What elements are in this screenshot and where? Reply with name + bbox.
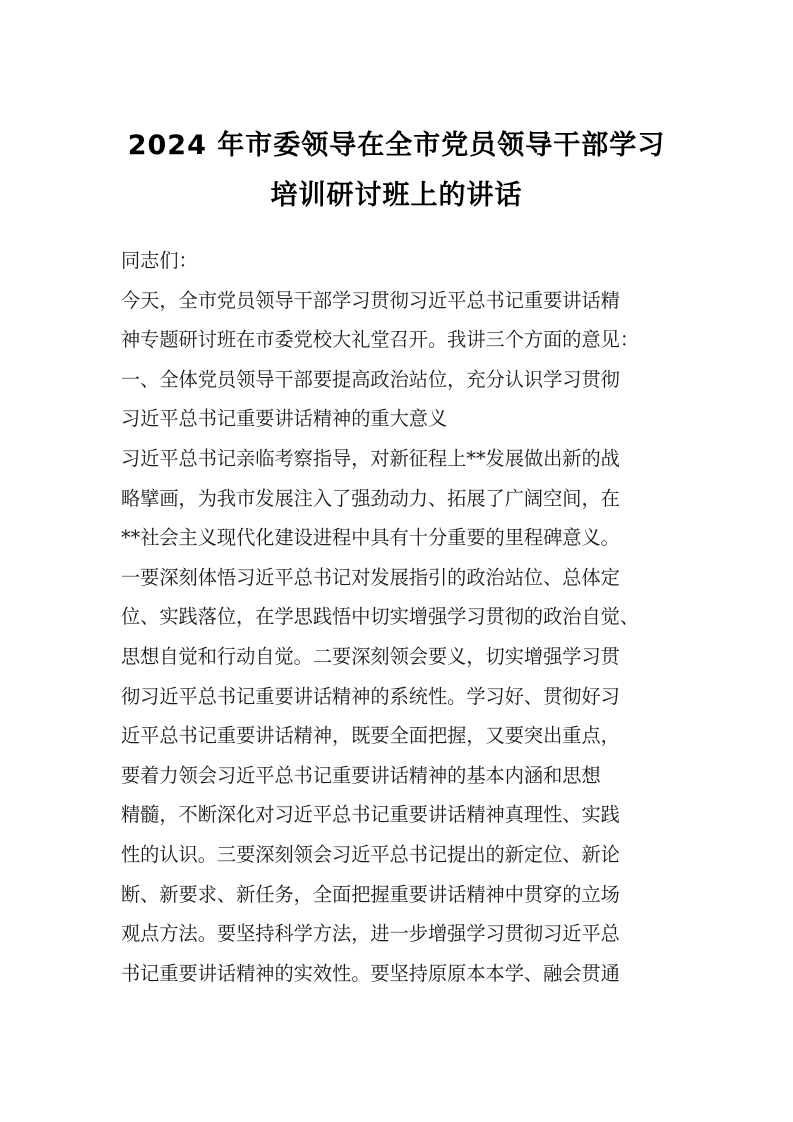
body-line-text: 思想自觉和行动自觉。二要深刻领会要义，切实增强学习贯 <box>121 644 620 668</box>
body-line <box>121 803 681 843</box>
body-line-text: 彻习近平总书记重要讲话精神的系统性。学习好、贯彻好习 <box>121 684 620 708</box>
body-line <box>121 645 681 685</box>
body-line-text: 位、实践落位，在学思践悟中切实增强学习贯彻的政治自觉、 <box>121 605 640 629</box>
body-line <box>121 724 681 764</box>
body-line <box>121 962 681 1002</box>
body-line-text: 神专题研讨班在市委党校大礼堂召开。我讲三个方面的意见： <box>121 328 640 352</box>
body-line <box>121 764 681 804</box>
body-line <box>121 685 681 725</box>
body-line-text: 性的认识。三要深刻领会习近平总书记提出的新定位、新论 <box>121 842 620 866</box>
body-line <box>121 328 681 368</box>
body-line-text: 今天，全市党员领导干部学习贯彻习近平总书记重要讲话精 <box>121 288 620 312</box>
document-title-line-2: 培训研讨班上的讲话 <box>270 180 523 211</box>
body-line <box>121 922 681 962</box>
body-line <box>121 368 681 408</box>
body-line-text: 断、新要求、新任务，全面把握重要讲话精神中贯穿的立场 <box>121 882 620 906</box>
body-line-text: 近平总书记重要讲话精神，既要全面把握，又要突出重点， <box>121 724 620 748</box>
body-line <box>121 487 681 527</box>
body-line <box>121 447 681 487</box>
body-line-text: 一要深刻体悟习近平总书记对发展指引的政治站位、总体定 <box>121 565 620 589</box>
body-line-text: 书记重要讲话精神的实效性。要坚持原原本本学、融会贯通 <box>121 961 620 985</box>
body-line-text: 一、全体党员领导干部要提高政治站位，充分认识学习贯彻 <box>121 367 620 391</box>
body-line <box>121 566 681 606</box>
body-line-text: 略擘画，为我市发展注入了强劲动力、拓展了广阔空间，在 <box>121 486 620 510</box>
body-line-text: 习近平总书记重要讲话精神的重大意义 <box>121 407 448 431</box>
body-line <box>121 249 681 289</box>
document-body <box>121 249 681 1001</box>
body-line-text: 习近平总书记亲临考察指导，对新征程上**发展做出新的战 <box>121 446 620 470</box>
body-line <box>121 843 681 883</box>
body-line-text: 精髓，不断深化对习近平总书记重要讲话精神真理性、实践 <box>121 803 620 827</box>
body-line <box>121 289 681 329</box>
body-line <box>121 605 681 645</box>
body-line-text: **社会主义现代化建设进程中具有十分重要的里程碑意义。 <box>121 526 620 550</box>
body-line-text: 要着力领会习近平总书记重要讲话精神的基本内涵和思想 <box>121 763 601 787</box>
body-line <box>121 526 681 566</box>
document-title-line-1: 2024 年市委领导在全市党员领导干部学习 <box>127 130 666 161</box>
body-line <box>121 407 681 447</box>
body-line-text: 观点方法。要坚持科学方法，进一步增强学习贯彻习近平总 <box>121 922 620 946</box>
body-line-text: 同志们： <box>121 249 198 272</box>
body-line <box>121 883 681 923</box>
